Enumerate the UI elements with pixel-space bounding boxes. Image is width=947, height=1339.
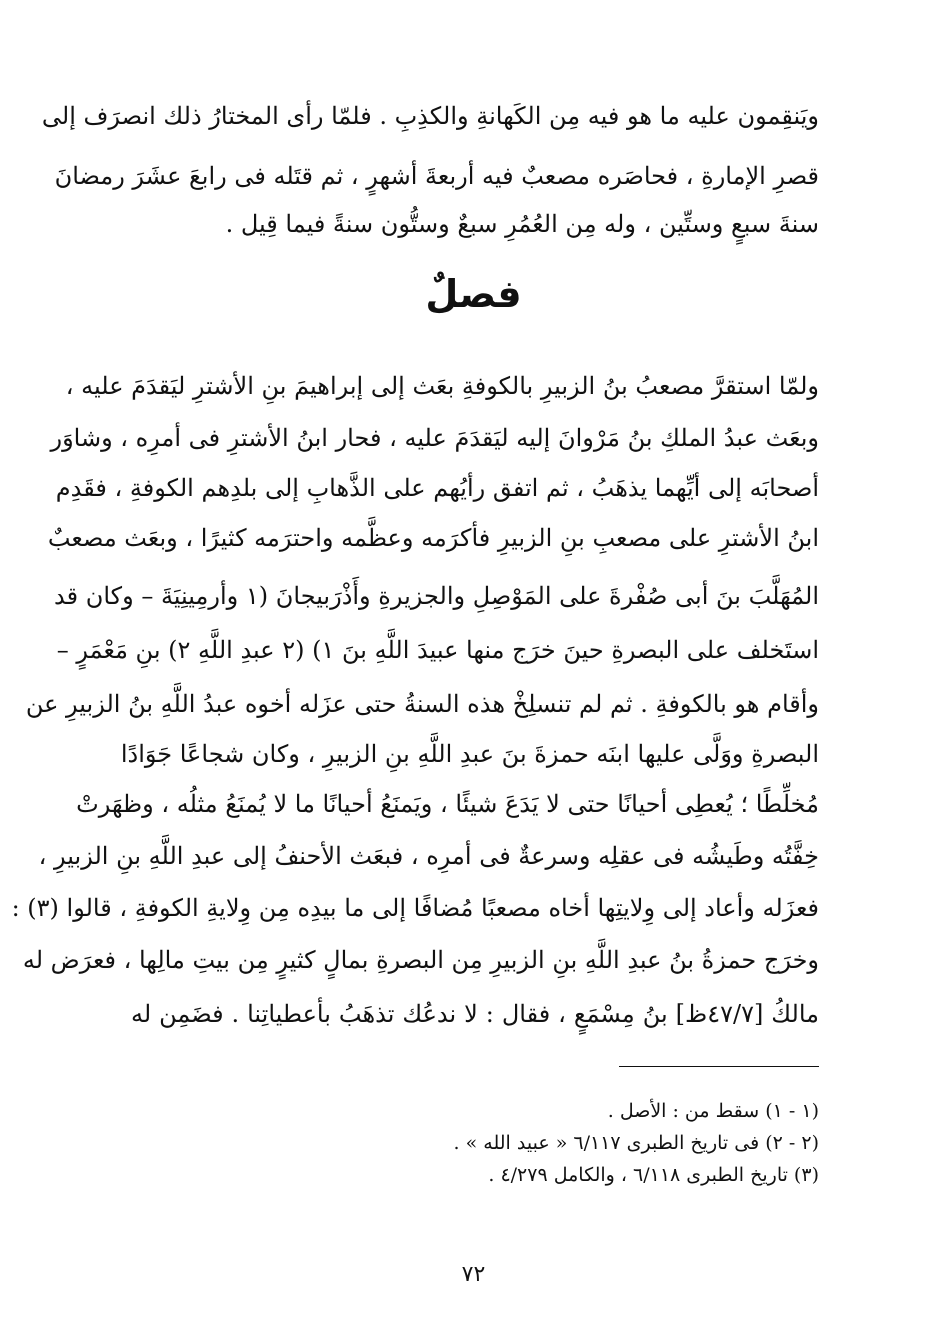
text-line: فعزَله وأعاد إلى وِلايتِها أخاه مصعبًا مُضافًا إلى ما بيدِه مِن وِلايةِ الكوفةِ ، قالوا (٣) : (11, 894, 819, 922)
text-line: وخرَج حمزةُ بنُ عبدِ اللَّهِ بنِ الزبيرِ مِن البصرةِ بمالٍ كثيرٍ مِن بيتِ مالِها ، فعرَض له (22, 946, 819, 974)
text-line: وبعَث عبدُ الملكِ بنُ مَرْوانَ إليه ليَقدَمَ عليه ، فحار ابنُ الأشترِ فى أمرِه ، وشاوَر (50, 424, 819, 452)
page-number: ٧٢ (461, 1262, 486, 1287)
text-line: البصرةِ ووَلَّى عليها ابنَه حمزةَ بنَ عبدِ اللَّهِ بنِ الزبيرِ ، وكان شجاعًا جَوَادًا (120, 740, 819, 768)
text-line: قصرِ الإمارةِ ، فحاصَره مصعبٌ فيه أربعةَ أشهرٍ ، ثم قتَله فى رابعَ عشَرَ رمضانَ (54, 162, 819, 190)
text-line: المُهَلَّبَ بنَ أبى صُفْرةَ على المَوْصِلِ والجزيرةِ وأَذْرَبيجانَ (١ وأرمِينِيَةَ – وكان قد (54, 582, 819, 610)
footnote: (٢ - ٢) فى تاريخ الطبرى ٦/١١٧ « عبيد الله » . (453, 1132, 819, 1154)
text-line: وأقام هو بالكوفةِ . ثم لم تنسلِخْ هذه السنةُ حتى عزَله أخوه عبدُ اللَّهِ بنُ الزبيرِ عن (25, 690, 819, 718)
footnote: (١ - ١) سقط من : الأصل . (607, 1100, 819, 1122)
text-line: ابنُ الأشترِ على مصعبِ بنِ الزبيرِ فأكرَمه وعظَّمه واحترَمه كثيرًا ، وبعَث مصعبٌ (47, 524, 819, 552)
text-line: ويَنقِمون عليه ما هو فيه مِن الكَهانةِ والكذِبِ . فلمّا رأى المختارُ ذلك انصرَف إلى (41, 102, 819, 130)
text-line: مُخلِّطًا ؛ يُعطِى أحيانًا حتى لا يَدَعَ شيئًا ، ويَمنَعُ أحيانًا ما لا يُمنَعُ مثلُه ، وظهَرتْ (76, 790, 819, 818)
text-line: استَخلف على البصرةِ حينَ خرَج منها عبيدَ اللَّهِ بنَ ١) (٢ عبدِ اللَّهِ ٢) بنِ مَعْمَرٍ – (56, 636, 819, 664)
text-line: خِفَّتُه وطَيشُه فى عقلِه وسرعةٌ فى أمرِه ، فبعَث الأحنفُ إلى عبدِ اللَّهِ بنِ الزبيرِ ، (38, 842, 819, 870)
footnote: (٣) تاريخ الطبرى ٦/١١٨ ، والكامل ٤/٢٧٩ . (488, 1164, 819, 1186)
text-line: مالكُ [٤٧/٧ظ] بنُ مِسْمَعٍ ، فقال : لا ندعُك تذهَبُ بأعطياتِنا . فضَمِن له (131, 1000, 820, 1028)
section-heading: فصلٌ (425, 272, 522, 316)
text-line: سنةَ سبعٍ وستِّين ، وله مِن العُمُرِ سبعٌ وستُّون سنةً فيما قِيل . (225, 210, 819, 238)
footnote-separator (619, 1066, 819, 1067)
text-line: أصحابَه إلى أيِّهما يذهَبُ ، ثم اتفق رأيُهم على الذَّهابِ إلى بلدِهم الكوفةِ ، فقَدِم (55, 474, 819, 502)
text-line: ولمّا استقرَّ مصعبُ بنُ الزبيرِ بالكوفةِ بعَث إلى إبراهيمَ بنِ الأشترِ ليَقدَمَ عليه ، (65, 372, 819, 400)
